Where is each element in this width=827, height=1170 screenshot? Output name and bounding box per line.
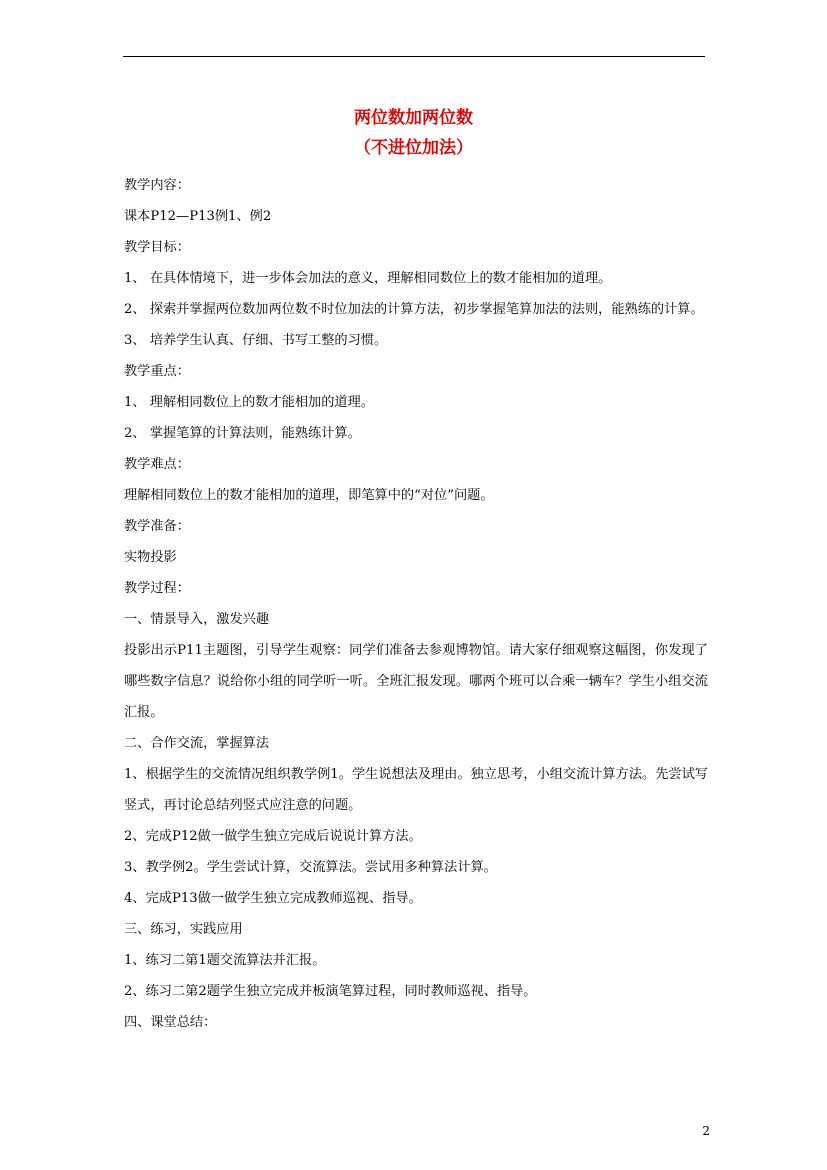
- section-heading-difficulties: 教学难点：: [124, 457, 190, 472]
- header-rule: [123, 56, 705, 57]
- page-number: 2: [702, 1124, 710, 1138]
- objective-item: 1、 在具体情境下，进一步体会加法的意义，理解相同数位上的数才能相加的道理。: [124, 271, 612, 286]
- section-heading-content: 教学内容：: [124, 178, 190, 193]
- section-heading-key-points: 教学重点：: [124, 364, 190, 379]
- process-step-text: 3、教学例2。学生尝试计算，交流算法。尝试用多种算法计算。: [124, 860, 497, 875]
- process-step-text: 4、完成P13做一做学生独立完成教师巡视、指导。: [124, 891, 422, 906]
- section-heading-process: 教学过程：: [124, 581, 190, 596]
- document-title: 两位数加两位数: [354, 108, 473, 128]
- process-step-heading: 一、情景导入，激发兴趣: [124, 612, 270, 627]
- process-step-heading: 三、练习，实践应用: [124, 922, 243, 937]
- content-text: 课本P12—P13例1、例2: [124, 209, 272, 224]
- process-step-text: 1、练习二第1题交流算法并汇报。: [124, 953, 326, 968]
- key-point-item: 1、 理解相同数位上的数才能相加的道理。: [124, 395, 374, 410]
- process-step-text: 投影出示P11主题图，引导学生观察：同学们准备去参观博物馆。请大家仔细观察这幅图，你发现了哪些数字信息？说给你小组的同学听一听。全班汇报发现。哪两个班可以合乘一辆车？学生小组交流汇报。: [124, 643, 708, 720]
- section-heading-preparation: 教学准备：: [124, 519, 190, 534]
- key-point-item: 2、 掌握笔算的计算法则，能熟练计算。: [124, 426, 361, 441]
- difficulty-text: 理解相同数位上的数才能相加的道理，即笔算中的“对位”问题。: [124, 488, 494, 503]
- process-step-text: 1、根据学生的交流情况组织教学例1。学生说想法及理由。独立思考，小组交流计算方法。先尝试写竖式，再讨论总结列竖式应注意的问题。: [124, 767, 708, 813]
- section-heading-objectives: 教学目标：: [124, 240, 190, 255]
- preparation-text: 实物投影: [124, 550, 177, 565]
- process-step-heading: 二、合作交流，掌握算法: [124, 736, 270, 751]
- document-body: [124, 170, 708, 1038]
- process-step-text: 2、练习二第2题学生独立完成并板演笔算过程，同时教师巡视、指导。: [124, 984, 537, 999]
- process-step-heading: 四、课堂总结：: [124, 1015, 217, 1030]
- document-subtitle: （不进位加法）: [354, 138, 473, 158]
- process-step-text: 2、完成P12做一做学生独立完成后说说计算方法。: [124, 829, 422, 844]
- objective-item: 3、 培养学生认真、仔细、书写工整的习惯。: [124, 333, 388, 348]
- objective-item: 2、 探索并掌握两位数加两位数不时位加法的计算方法，初步掌握笔算加法的法则，能熟练的计算。: [124, 302, 704, 317]
